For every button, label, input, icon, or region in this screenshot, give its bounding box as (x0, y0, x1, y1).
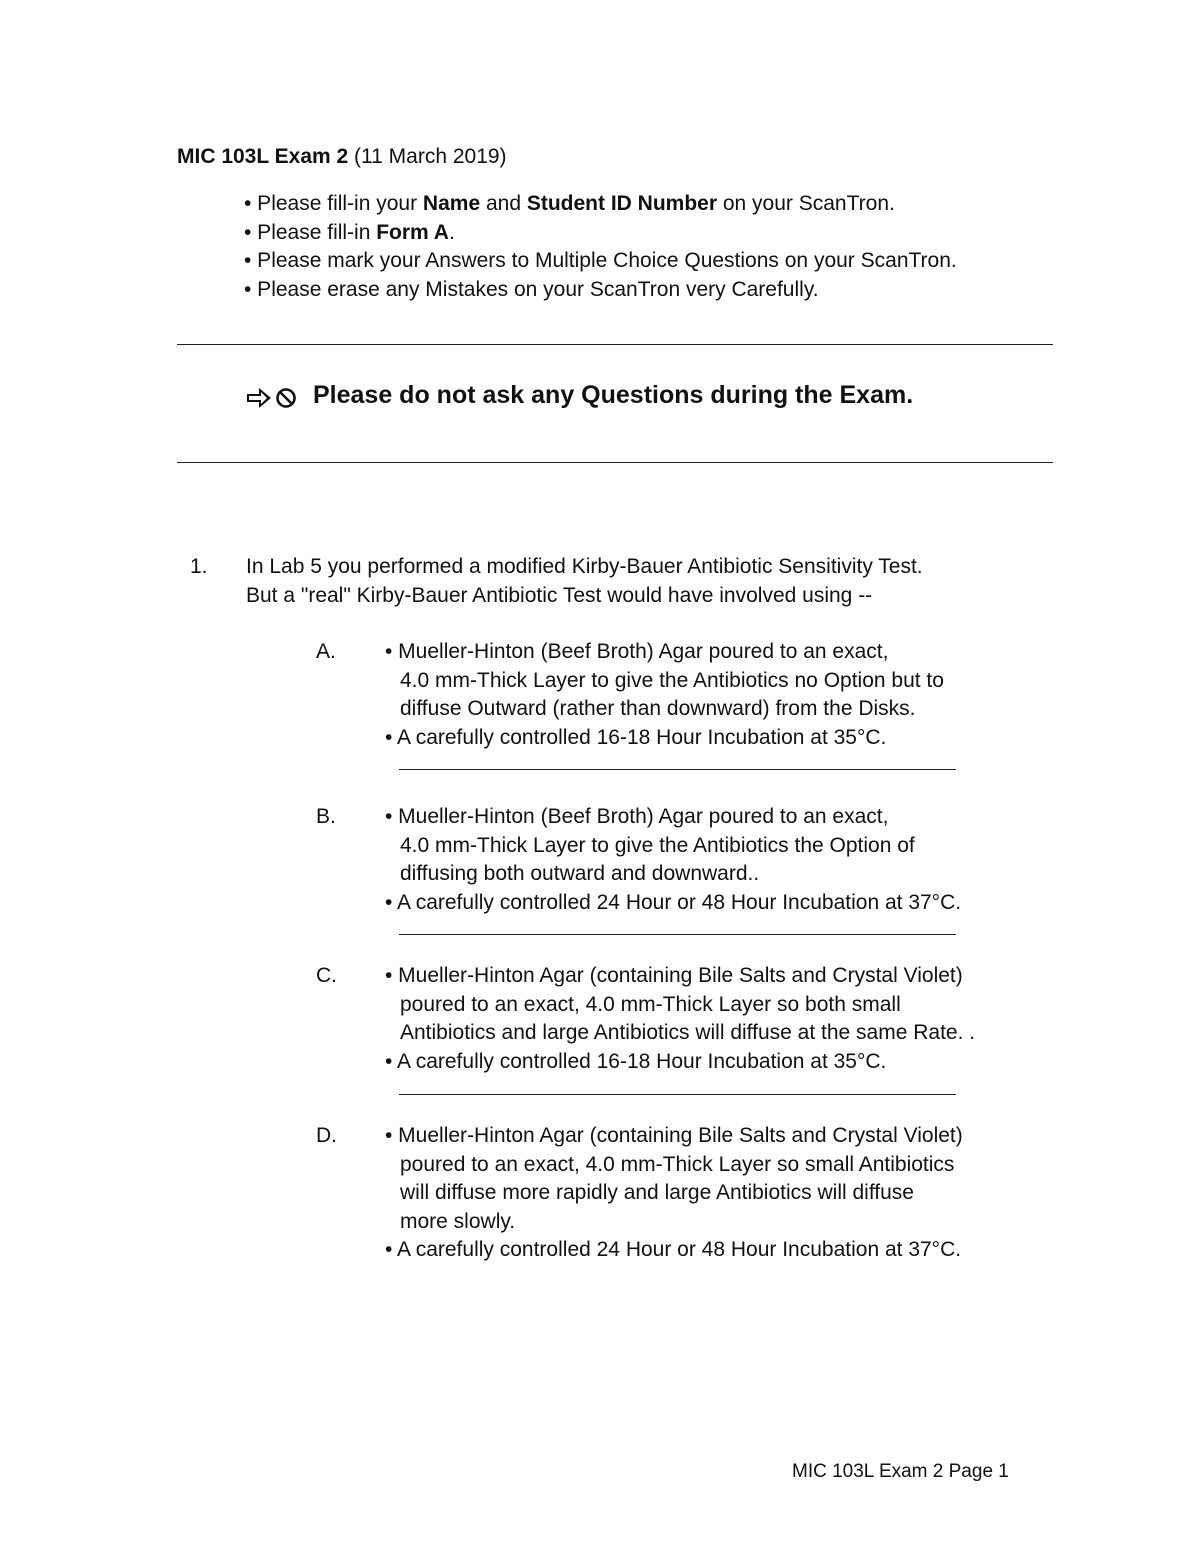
instructions-list (244, 190, 957, 304)
exam-title (177, 143, 507, 171)
no-questions-warning (246, 378, 913, 412)
option-letter-c: C. (316, 964, 337, 987)
option-separator (399, 934, 956, 935)
option-d-text: • Mueller-Hinton Agar (containing Bile Salts and Crystal Violet) poured to an exact, 4.0 mm-Thick Layer so small Antibiotics will diffuse more rapidly and large Antibiotics will diffuse more slowly. • A carefully controlled 24 Hour or 48 Hour Incubation at 37°C. (385, 1124, 963, 1261)
option-separator (399, 769, 956, 770)
question-number: 1. (190, 555, 208, 578)
horizontal-divider (177, 344, 1053, 345)
instruction-item: • Please fill-in Form A. (244, 220, 455, 244)
instruction-item: • Please mark your Answers to Multiple Choice Questions on your ScanTron. (244, 249, 957, 272)
instruction-item: • Please erase any Mistakes on your ScanTron very Carefully. (244, 277, 819, 301)
horizontal-divider (177, 462, 1053, 463)
option-letter-d: D. (316, 1124, 337, 1147)
option-a-text: • Mueller-Hinton (Beef Broth) Agar poured to an exact, 4.0 mm-Thick Layer to give the Antibiotics no Option but to diffuse Outward (rather than downward) from the Disks. • A carefully controlled 16-18 Hour Incubation at 35°C. (385, 640, 944, 749)
option-letter-b: B. (316, 805, 336, 828)
option-b-text: • Mueller-Hinton (Beef Broth) Agar poured to an exact, 4.0 mm-Thick Layer to give the Antibiotics the Option of diffusing both outward and downward.. • A carefully controlled 24 Hour or 48 Hour Incubation at 37°C. (385, 805, 962, 914)
warning-text: Please do not ask any Questions during the Exam. (313, 381, 914, 409)
option-c-text: • Mueller-Hinton Agar (containing Bile Salts and Crystal Violet) poured to an exact, 4.0 mm-Thick Layer so both small Antibiotics and large Antibiotics will diffuse at the same Rate. . • A carefully controlled 16-18 Hour Incubation at 35°C. (385, 964, 976, 1073)
exam-title-name: MIC 103L Exam 2 (177, 145, 349, 168)
exam-title-date: (11 March 2019) (348, 145, 507, 168)
question-text: In Lab 5 you performed a modified Kirby-Bauer Antibiotic Sensitivity Test. But a "real" Kirby-Bauer Antibiotic Test would have involved using -- (246, 555, 923, 607)
option-letter-a: A. (316, 640, 336, 663)
page-footer: MIC 103L Exam 2 Page 1 (792, 1461, 1009, 1482)
instruction-item: • Please fill-in your Name and Student ID Number on your ScanTron. (244, 192, 895, 215)
option-separator (399, 1094, 956, 1095)
arrow-right-icon (246, 384, 272, 406)
prohibited-icon (275, 384, 297, 406)
